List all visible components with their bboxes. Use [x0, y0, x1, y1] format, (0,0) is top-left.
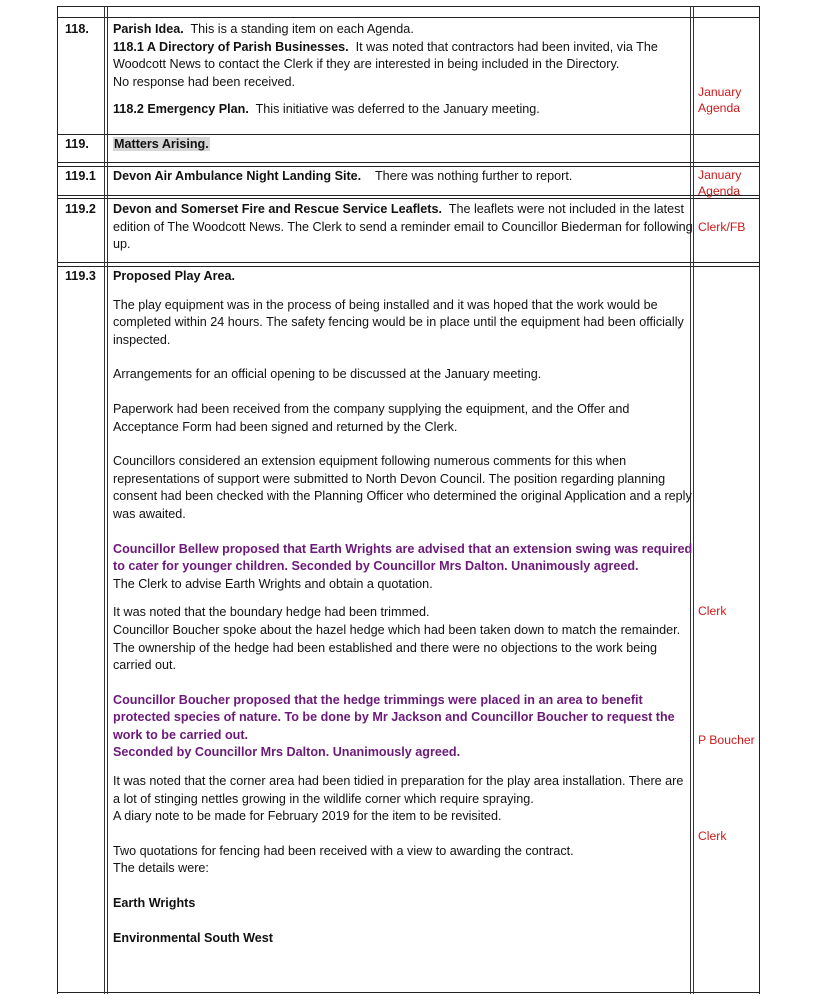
- paragraph: Arrangements for an official opening to be discussed at the January meeting.: [113, 367, 542, 382]
- table-rule: [57, 198, 760, 199]
- item-119-2-body: [113, 201, 693, 254]
- subitem-text: It was noted that contractors had been invited, via The Woodcott News to contact the Clerk if they are interested in being included in the Directory.: [113, 39, 658, 72]
- resolution: Councillor Boucher proposed that the hedge trimmings were placed in an area to benefit protected species of nature. To be done by Mr Jackson and Councillor Boucher to request the work to be carried out.: [113, 692, 675, 742]
- column-divider: [693, 6, 694, 994]
- paragraph: A diary note to be made for February 2019 for the item to be revisited.: [113, 809, 502, 824]
- table-rule: [57, 6, 760, 7]
- action-label: Clerk: [698, 604, 727, 618]
- item-title: Devon and Somerset Fire and Rescue Service Leaflets.: [113, 202, 442, 216]
- resolution: Councillor Bellew proposed that Earth Wrights are advised that an extension swing was required to cater for younger children. Seconded by Councillor Mrs Dalton. Unanimously agreed.: [113, 541, 693, 574]
- item-title: Devon Air Ambulance Night Landing Site.: [113, 169, 362, 183]
- item-119-body: [113, 136, 693, 154]
- paragraph: The details were:: [113, 861, 209, 876]
- action-label: Clerk/FB: [698, 220, 746, 234]
- minutes-table: [57, 6, 760, 994]
- item-number: 119.3: [65, 269, 96, 283]
- action-label: Clerk: [698, 829, 727, 843]
- item-title-highlighted: Matters Arising.: [114, 137, 209, 151]
- action-label: January Agenda: [698, 85, 742, 115]
- subitem-text: This initiative was deferred to the January meeting.: [255, 102, 540, 117]
- subitem-title: 118.1 A Directory of Parish Businesses.: [113, 39, 349, 54]
- item-title: Proposed Play Area.: [113, 269, 236, 283]
- paragraph: Two quotations for fencing had been received with a view to awarding the contract.: [113, 843, 574, 858]
- paragraph: Councillor Boucher spoke about the hazel hedge which had been taken down to match the remainder. The ownership of the hedge had been established and there were no objections to the work being carried out.: [113, 622, 681, 673]
- table-rule: [57, 266, 760, 267]
- paragraph: The play equipment was in the process of being installed and it was hoped that the work would be completed within 24 hours. The safety fencing would be in place until the equipment had been officially inspected.: [113, 297, 684, 347]
- quotation-name: Earth Wrights: [113, 896, 196, 911]
- table-rule: [57, 162, 760, 163]
- action-label: P Boucher: [698, 733, 755, 747]
- item-119-1-body: [113, 168, 693, 186]
- item-text: The leaflets were not included in the latest edition of The Woodcott News. The Clerk to send a reminder email to Councillor Biederman for following up.: [113, 202, 693, 252]
- table-rule: [57, 195, 760, 196]
- item-119-3-body: [113, 268, 693, 947]
- paragraph: It was noted that the boundary hedge had been trimmed.: [113, 605, 430, 620]
- item-118-body: [113, 21, 693, 119]
- paragraph: The Clerk to advise Earth Wrights and obtain a quotation.: [113, 576, 433, 591]
- subitem-text: No response had been received.: [113, 74, 296, 89]
- table-rule: [57, 262, 760, 263]
- paragraph: It was noted that the corner area had been tidied in preparation for the play area installation. There are a lot of stinging nettles growing in the wildlife corner which require spraying.: [113, 774, 684, 806]
- column-divider: [104, 6, 105, 994]
- column-divider: [107, 6, 108, 994]
- item-number: 118.: [65, 22, 89, 36]
- item-number: 119.: [65, 137, 89, 151]
- paragraph: Paperwork had been received from the company supplying the equipment, and the Offer and Acceptance Form had been signed and returned by the Clerk.: [113, 401, 630, 434]
- item-text: This is a standing item on each Agenda.: [190, 22, 414, 36]
- item-text: There was nothing further to report.: [374, 169, 573, 183]
- table-rule: [57, 166, 760, 167]
- table-rule: [57, 134, 760, 135]
- quotation-name: Environmental South West: [113, 930, 274, 945]
- paragraph: Councillors considered an extension equipment following numerous comments for this when representations of support were submitted to North Devon Council. The position regarding planning consent had been checked with the Planning Officer who determined the original Application and a reply was awaited.: [113, 454, 692, 521]
- subitem-title: 118.2 Emergency Plan.: [113, 102, 249, 117]
- table-rule: [57, 992, 760, 993]
- item-number: 119.2: [65, 202, 96, 216]
- table-rule: [57, 17, 760, 18]
- action-label: January Agenda: [698, 168, 742, 198]
- item-title: Parish Idea.: [113, 22, 184, 36]
- item-number: 119.1: [65, 169, 96, 183]
- table-border-right: [759, 6, 760, 994]
- resolution: Seconded by Councillor Mrs Dalton. Unanimously agreed.: [113, 745, 461, 760]
- table-border-left: [57, 6, 58, 994]
